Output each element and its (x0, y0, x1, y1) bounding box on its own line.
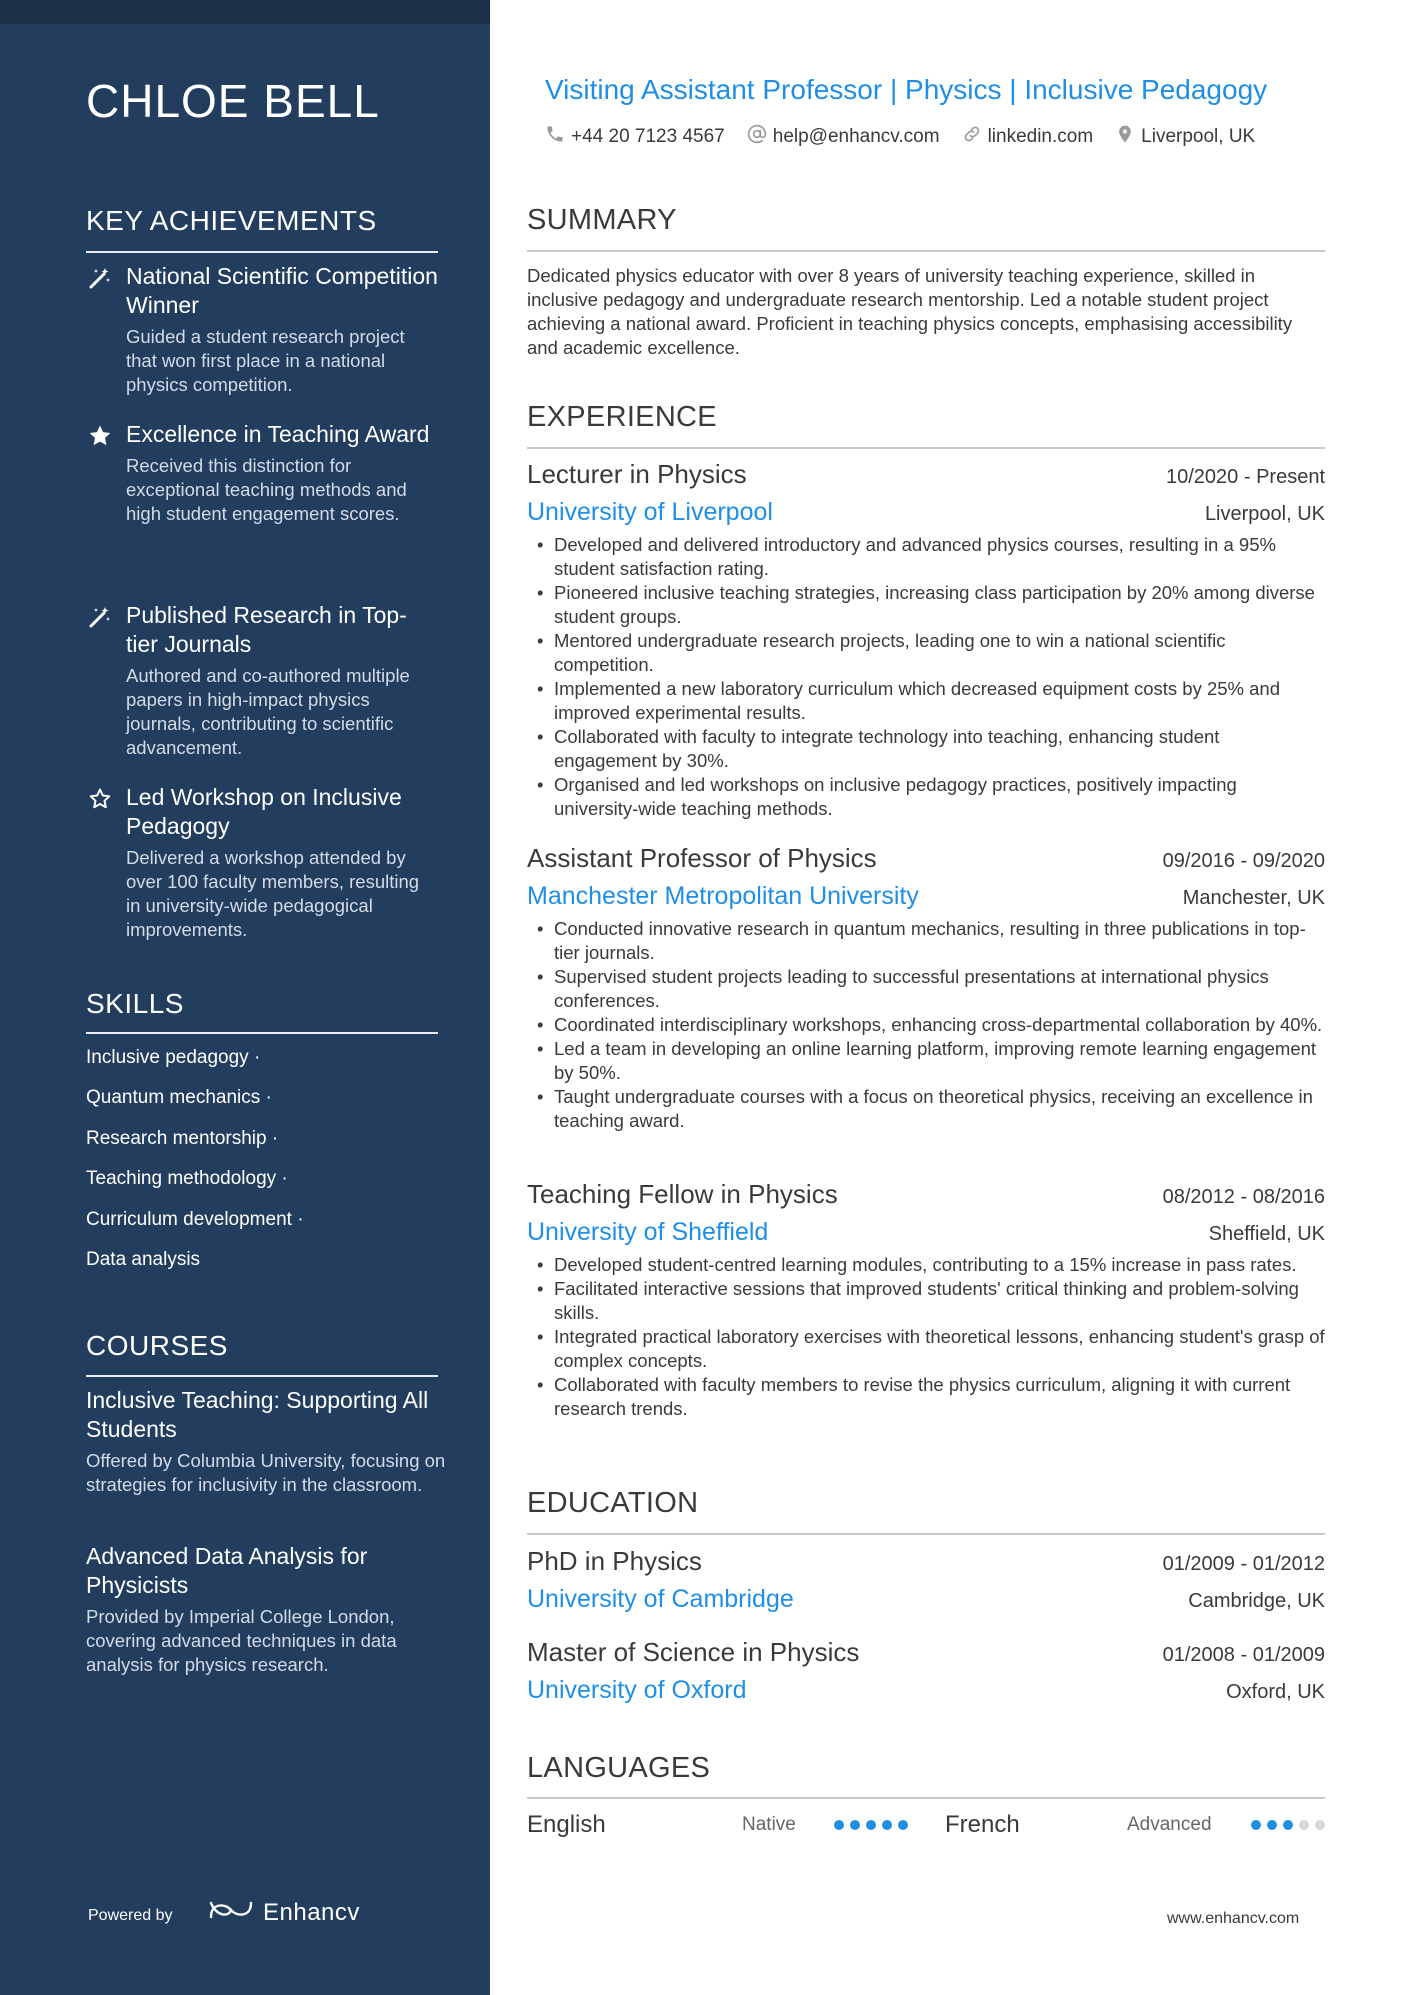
location-text: Liverpool, UK (1141, 126, 1256, 147)
language-item (945, 1811, 1212, 1839)
summary-text: Dedicated physics educator with over 8 years of university teaching experience, skilled in inclusive pedagogy and undergraduate research mentorship. Led a notable student project achieving a national award. Proficient in teaching physics concepts, emphasising accessibility and academic excellence. (527, 265, 1293, 358)
education-entry (527, 1546, 1325, 1614)
skill-item: Research mentorship · (86, 1128, 279, 1149)
education-degree: PhD in Physics (527, 1546, 702, 1576)
education-entry (527, 1637, 1325, 1705)
headline: Visiting Assistant Professor | Physics | Inclusive Pedagogy (545, 74, 1268, 105)
job-bullet: • Mentored undergraduate research projects, leading one to win a national scientific competition. (527, 629, 1325, 677)
link-icon (962, 124, 988, 150)
summary-title: SUMMARY (527, 204, 677, 236)
experience-entry (527, 843, 1325, 1133)
star-filled-icon (86, 422, 114, 450)
course-description: Provided by Imperial College London, covering advanced techniques in data analysis for physics research. (86, 1606, 397, 1675)
course-item (86, 1542, 446, 1677)
achievement-item (86, 783, 438, 942)
experience-title: EXPERIENCE (527, 401, 717, 433)
skill-item: Data analysis (86, 1249, 201, 1270)
rating-dot-filled (882, 1820, 892, 1830)
achievement-title: National Scientific Competition Winner (126, 263, 438, 318)
job-bullets (527, 533, 1325, 821)
language-item (527, 1811, 796, 1839)
achievement-title: Published Research in Top-tier Journals (126, 602, 407, 657)
experience-rule (527, 447, 1325, 449)
achievement-description: Authored and co-authored multiple papers in high-impact physics journals, contributing to scientific advancement. (126, 665, 410, 758)
contact-linkedin[interactable] (962, 124, 1094, 150)
job-organization: Manchester Metropolitan University (527, 882, 919, 910)
rating-dot-filled (834, 1820, 844, 1830)
education-dates: 01/2009 - 01/2012 (1162, 1553, 1325, 1575)
summary-rule (527, 250, 1325, 252)
sidebar-top-band (0, 0, 490, 24)
contact-location (1115, 124, 1255, 150)
achievement-description: Received this distinction for exceptional teaching methods and high student engagement scores. (126, 455, 407, 524)
magic-wand-icon (86, 264, 114, 292)
contact-bar (545, 124, 1277, 150)
job-bullets (527, 1253, 1325, 1421)
rating-dot-filled (850, 1820, 860, 1830)
education-dates: 01/2008 - 01/2009 (1162, 1644, 1325, 1666)
job-bullet: • Organised and led workshops on inclusive pedagogy practices, positively impacting university-wide teaching methods. (527, 773, 1325, 821)
education-location: Oxford, UK (1226, 1681, 1325, 1703)
job-bullet: • Led a team in developing an online learning platform, improving remote learning engagement by 50%. (527, 1037, 1325, 1085)
achievement-title: Excellence in Teaching Award (126, 421, 430, 447)
job-bullet: • Pioneered inclusive teaching strategies, increasing class participation by 20% among diverse student groups. (527, 581, 1325, 629)
contact-email[interactable] (747, 124, 940, 150)
enhancv-logo-icon (207, 1897, 255, 1928)
job-bullet: • Developed and delivered introductory and advanced physics courses, resulting in a 95% student satisfaction rating. (527, 533, 1325, 581)
skills-title: SKILLS (86, 988, 184, 1019)
experience-entry (527, 459, 1325, 821)
achievement-item (86, 262, 438, 397)
language-name: English (527, 1811, 606, 1838)
at-sign-icon (747, 124, 773, 150)
candidate-name: CHLOE BELL (86, 75, 380, 127)
powered-by-label: Powered by (88, 1907, 173, 1924)
magic-wand-icon (86, 603, 114, 631)
course-description: Offered by Columbia University, focusing on strategies for inclusivity in the classroom. (86, 1450, 446, 1495)
language-rating (834, 1820, 908, 1830)
job-location: Manchester, UK (1182, 887, 1325, 909)
experience-entry (527, 1179, 1325, 1421)
star-outline-icon (86, 785, 114, 813)
job-bullet: • Taught undergraduate courses with a focus on theoretical physics, receiving an excellence in teaching award. (527, 1085, 1325, 1133)
education-location: Cambridge, UK (1188, 1590, 1325, 1612)
rating-dot-filled (1283, 1820, 1293, 1830)
rating-dot-empty (1299, 1820, 1309, 1830)
education-school: University of Cambridge (527, 1585, 794, 1613)
achievement-item (86, 420, 438, 526)
skill-item: Quantum mechanics · (86, 1087, 272, 1108)
sidebar (0, 0, 490, 1995)
course-item (86, 1386, 446, 1497)
language-name: French (945, 1811, 1020, 1838)
email-text: help@enhancv.com (772, 126, 940, 147)
enhancv-brand-name: Enhancv (263, 1898, 360, 1926)
job-role: Lecturer in Physics (527, 459, 747, 489)
job-location: Sheffield, UK (1208, 1223, 1325, 1245)
job-bullet: • Integrated practical laboratory exercises with theoretical lessons, enhancing student's grasp of complex concepts. (527, 1325, 1325, 1373)
job-bullet: • Coordinated interdisciplinary workshops, enhancing cross-departmental collaboration by 40%. (527, 1013, 1325, 1037)
job-dates: 09/2016 - 09/2020 (1162, 850, 1325, 872)
job-bullet: • Conducted innovative research in quantum mechanics, resulting in three publications in top-tier journals. (527, 917, 1325, 965)
achievement-description: Guided a student research project that won first place in a national physics competition. (126, 326, 405, 395)
job-location: Liverpool, UK (1204, 503, 1325, 525)
courses-title: COURSES (86, 1330, 228, 1361)
job-bullet: • Developed student-centred learning modules, contributing to a 15% increase in pass rates. (527, 1253, 1325, 1277)
rating-dot-filled (866, 1820, 876, 1830)
skill-item: Curriculum development · (86, 1209, 304, 1230)
rating-dot-empty (1315, 1820, 1325, 1830)
job-organization: University of Liverpool (527, 498, 773, 526)
achievements-rule (86, 251, 438, 253)
job-bullets (527, 917, 1325, 1133)
job-bullet: • Collaborated with faculty members to revise the physics curriculum, aligning it with current research trends. (527, 1373, 1325, 1421)
languages-rule (527, 1797, 1325, 1799)
job-bullet: • Implemented a new laboratory curriculum which decreased equipment costs by 25% and improved experimental results. (527, 677, 1325, 725)
rating-dot-filled (1267, 1820, 1277, 1830)
phone-icon (545, 124, 571, 150)
language-level: Native (742, 1814, 796, 1835)
contact-phone[interactable] (545, 124, 725, 150)
courses-rule (86, 1375, 438, 1377)
job-bullet: • Facilitated interactive sessions that improved students' critical thinking and problem-solving skills. (527, 1277, 1325, 1325)
job-bullet: • Collaborated with faculty to integrate technology into teaching, enhancing student engagement by 30%. (527, 725, 1325, 773)
education-degree: Master of Science in Physics (527, 1637, 860, 1667)
course-title: Inclusive Teaching: Supporting All Students (86, 1387, 429, 1442)
skill-item: Teaching methodology · (86, 1168, 288, 1189)
website-link[interactable]: www.enhancv.com (1167, 1910, 1300, 1927)
achievement-description: Delivered a workshop attended by over 100 faculty members, resulting in university-wide pedagogical improvements. (126, 847, 420, 940)
rating-dot-filled (898, 1820, 908, 1830)
languages-title: LANGUAGES (527, 1752, 711, 1784)
job-dates: 08/2012 - 08/2016 (1162, 1186, 1325, 1208)
course-title: Advanced Data Analysis for Physicists (86, 1543, 368, 1598)
education-rule (527, 1533, 1325, 1535)
skill-item: Inclusive pedagogy · (86, 1047, 261, 1068)
phone-text: +44 20 7123 4567 (571, 126, 725, 147)
achievement-item (86, 601, 438, 760)
job-organization: University of Sheffield (527, 1218, 769, 1246)
location-pin-icon (1115, 124, 1141, 150)
skills-rule (86, 1032, 438, 1034)
language-rating (1251, 1820, 1325, 1830)
education-title: EDUCATION (527, 1487, 699, 1519)
linkedin-text: linkedin.com (987, 126, 1094, 147)
enhancv-logo (207, 1897, 360, 1928)
job-dates: 10/2020 - Present (1166, 466, 1325, 488)
job-role: Teaching Fellow in Physics (527, 1179, 838, 1209)
achievement-title: Led Workshop on Inclusive Pedagogy (126, 784, 402, 839)
language-level: Advanced (1127, 1814, 1212, 1835)
job-bullet: • Supervised student projects leading to successful presentations at international physics conferences. (527, 965, 1325, 1013)
achievements-title: KEY ACHIEVEMENTS (86, 205, 377, 236)
job-role: Assistant Professor of Physics (527, 843, 877, 873)
education-school: University of Oxford (527, 1676, 747, 1704)
rating-dot-filled (1251, 1820, 1261, 1830)
